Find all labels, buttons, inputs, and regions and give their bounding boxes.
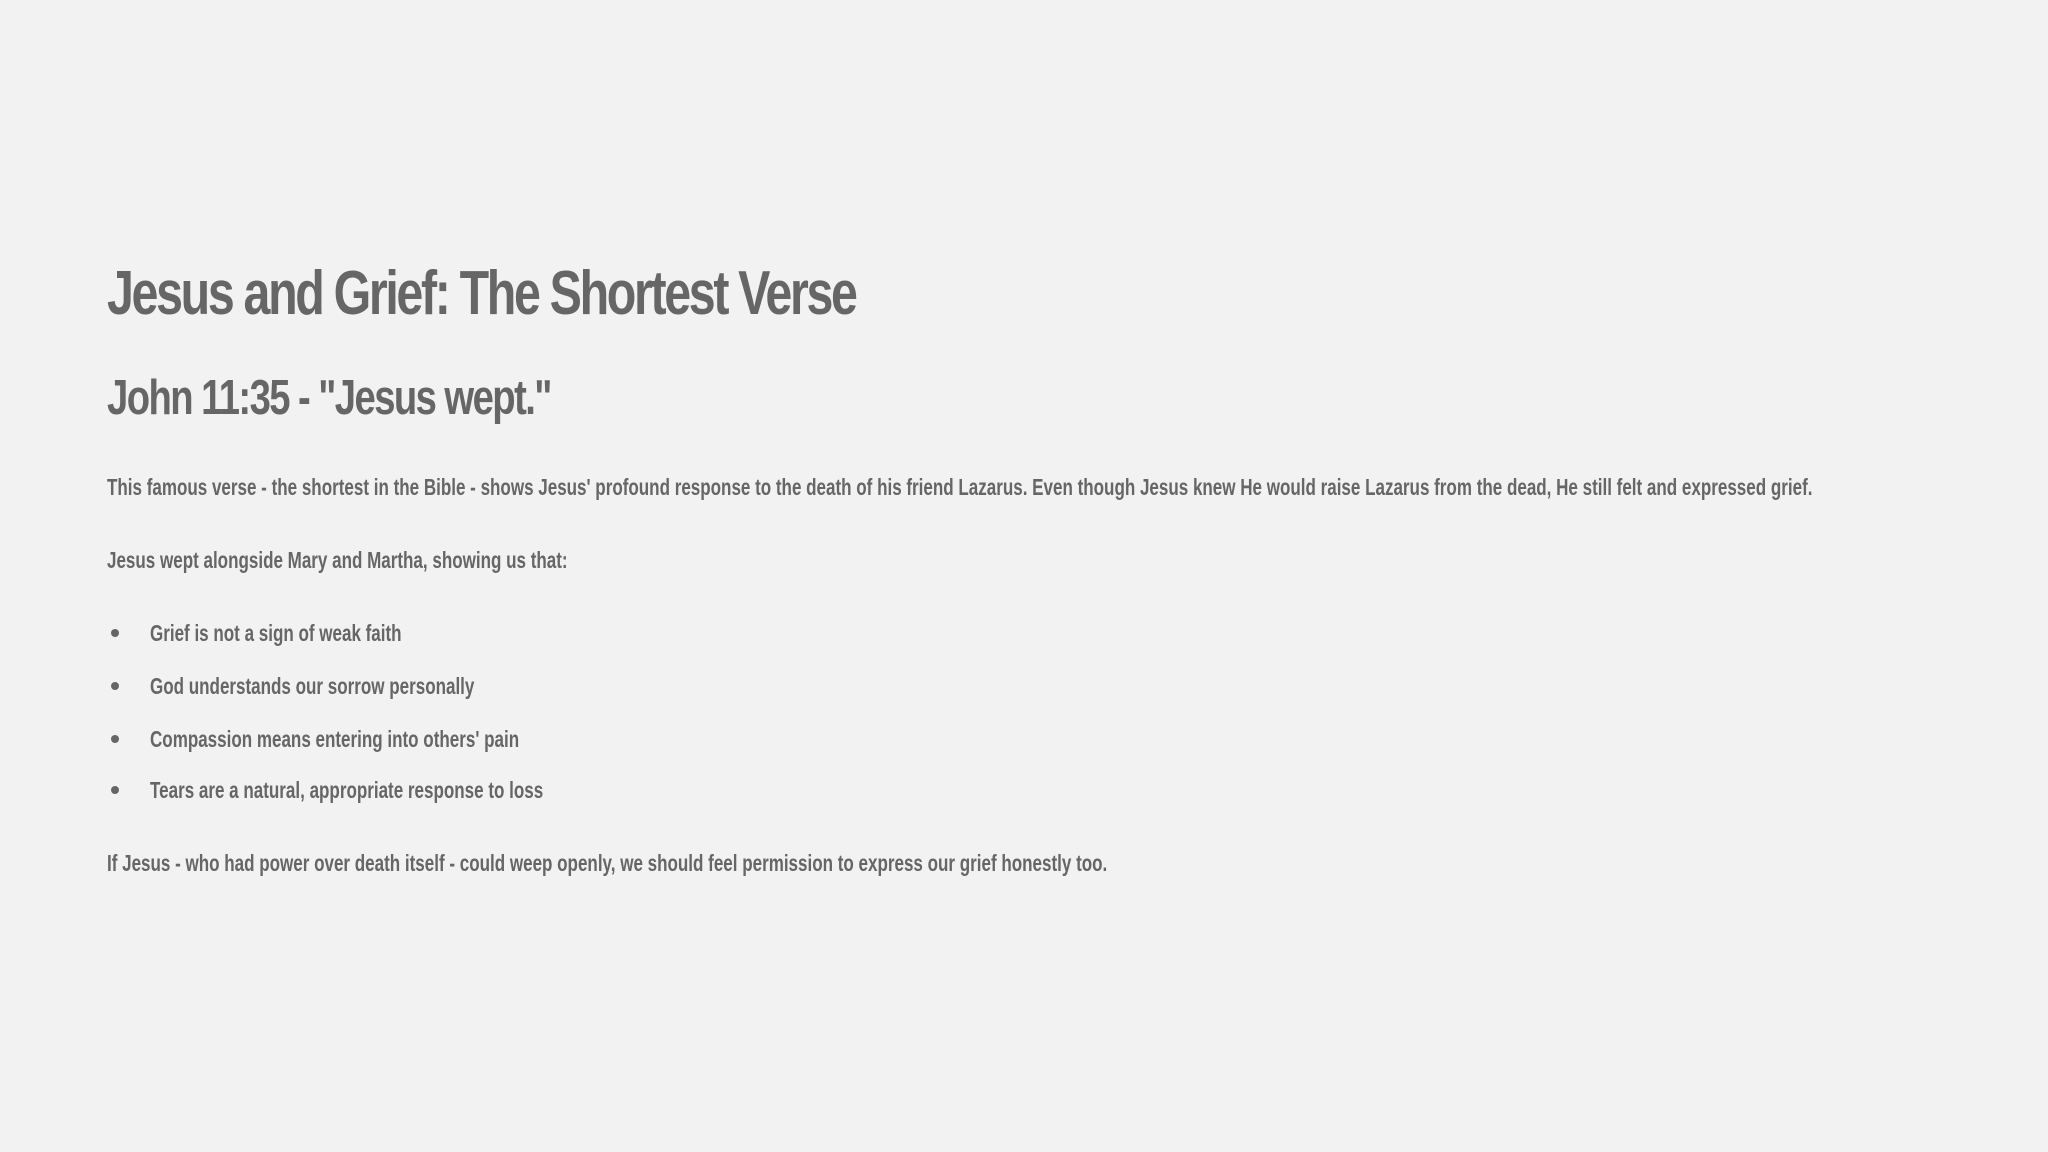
list-item-text: Grief is not a sign of weak faith <box>150 620 402 646</box>
list-item <box>107 724 1947 754</box>
list-item <box>107 775 1947 805</box>
lead-in-paragraph: Jesus wept alongside Mary and Martha, showing us that: <box>107 547 568 573</box>
bullet-dot-icon <box>111 786 119 794</box>
bullet-dot-icon <box>111 682 119 690</box>
list-item-text: God understands our sorrow personally <box>150 673 475 699</box>
intro-paragraph: This famous verse - the shortest in the Bible - shows Jesus' profound response to the death of his friend Lazarus. Even though Jesus knew He would raise Lazarus from the dead, He still felt and expressed grief. <box>107 474 1813 500</box>
list-item-text: Compassion means entering into others' pain <box>150 726 520 752</box>
list-item <box>107 671 1947 701</box>
verse-reference: John 11:35 - "Jesus wept." <box>107 371 551 425</box>
slide-content <box>107 258 1947 878</box>
bullet-dot-icon <box>111 735 119 743</box>
closing-paragraph: If Jesus - who had power over death itself - could weep openly, we should feel permission to express our grief honestly too. <box>107 850 1108 876</box>
slide-title: Jesus and Grief: The Shortest Verse <box>107 259 856 328</box>
list-item <box>107 618 1947 648</box>
list-item-text: Tears are a natural, appropriate response to loss <box>150 777 544 803</box>
bullet-list <box>107 618 1947 805</box>
bullet-dot-icon <box>111 629 119 637</box>
